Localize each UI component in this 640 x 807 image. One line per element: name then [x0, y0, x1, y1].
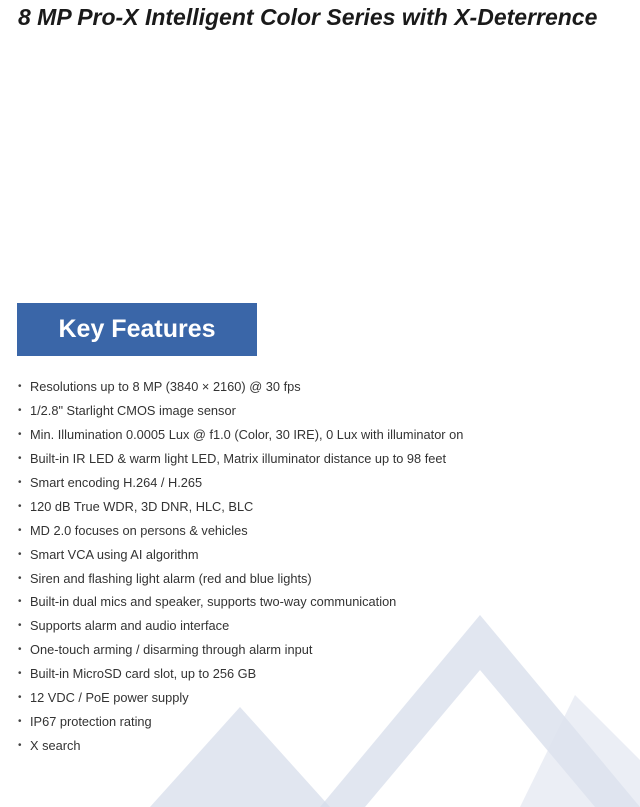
bullet-icon: • [18, 453, 22, 465]
feature-item [18, 686, 463, 710]
feature-item [18, 542, 463, 566]
feature-text: Supports alarm and audio interface [30, 618, 230, 634]
feature-item [18, 614, 463, 638]
feature-item [18, 709, 463, 733]
page-title: 8 MP Pro-X Intelligent Color Series with X-Deterrence [18, 4, 598, 30]
bullet-icon: • [18, 381, 22, 393]
feature-text: X search [30, 737, 81, 753]
feature-item [18, 638, 463, 662]
key-features-banner [17, 303, 257, 356]
feature-text: 120 dB True WDR, 3D DNR, HLC, BLC [30, 498, 254, 514]
feature-item [18, 447, 463, 471]
bullet-icon: • [18, 620, 22, 632]
feature-text: Resolutions up to 8 MP (3840 × 2160) @ 30 fps [30, 379, 301, 395]
bullet-icon: • [18, 524, 22, 536]
bullet-icon: • [18, 668, 22, 680]
key-features-heading: Key Features [58, 315, 216, 343]
feature-text: Built-in dual mics and speaker, supports two-way communication [30, 594, 397, 610]
bullet-icon: • [18, 596, 22, 608]
feature-text: IP67 protection rating [30, 713, 152, 729]
feature-item [18, 471, 463, 495]
feature-text: Min. Illumination 0.0005 Lux @ f1.0 (Color, 30 IRE), 0 Lux with illuminator on [30, 427, 464, 443]
feature-item [18, 733, 463, 757]
bullet-icon: • [18, 477, 22, 488]
feature-text: Built-in IR LED & warm light LED, Matrix illuminator distance up to 98 feet [30, 451, 447, 467]
feature-item [18, 518, 463, 542]
feature-text: One-touch arming / disarming through alarm input [30, 642, 313, 658]
feature-item [18, 423, 463, 447]
feature-item [18, 494, 463, 518]
bullet-icon: • [18, 715, 22, 727]
feature-item [18, 566, 463, 590]
bullet-icon: • [18, 644, 22, 656]
feature-text: Built-in MicroSD card slot, up to 256 GB [30, 666, 257, 682]
feature-list [18, 375, 463, 757]
bullet-icon: • [18, 405, 22, 417]
bullet-icon: • [18, 500, 22, 512]
feature-text: Siren and flashing light alarm (red and blue lights) [30, 570, 312, 586]
feature-item [18, 590, 463, 614]
bullet-icon: • [18, 692, 22, 704]
bullet-icon: • [18, 572, 22, 584]
feature-text: 12 VDC / PoE power supply [30, 690, 189, 706]
feature-text: MD 2.0 focuses on persons & vehicles [30, 522, 248, 538]
bullet-icon: • [18, 739, 22, 751]
feature-item [18, 662, 463, 686]
feature-item [18, 399, 463, 423]
bullet-icon: • [18, 548, 22, 560]
feature-item [18, 375, 463, 399]
feature-text: Smart encoding H.264 / H.265 [30, 475, 203, 490]
feature-text: Smart VCA using AI algorithm [30, 546, 199, 562]
bullet-icon: • [18, 429, 22, 441]
feature-text: 1/2.8" Starlight CMOS image sensor [30, 403, 236, 419]
